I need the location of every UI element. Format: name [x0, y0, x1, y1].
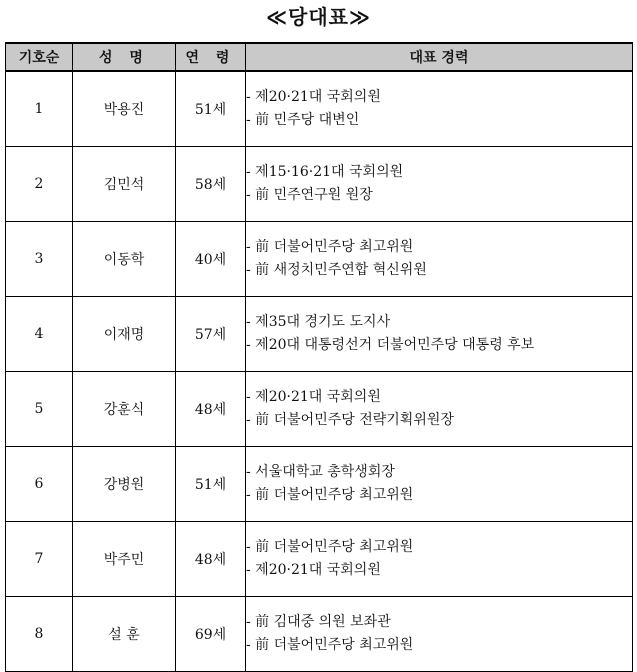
table-row — [6, 147, 633, 222]
table-row — [6, 522, 633, 597]
candidate-name: 설 훈 — [73, 597, 176, 672]
candidate-name: 이재명 — [73, 297, 176, 372]
candidate-career — [246, 597, 633, 672]
career-line: - 前 새정치민주연합 혁신위원 — [246, 262, 427, 278]
candidate-career — [246, 447, 633, 522]
candidate-number: 6 — [6, 447, 73, 522]
career-line: - 前 민주당 대변인 — [246, 112, 360, 128]
candidate-career — [246, 222, 633, 297]
candidate-name: 박주민 — [73, 522, 176, 597]
header-name: 성 명 — [73, 43, 176, 71]
table-row — [6, 222, 633, 297]
candidate-name: 강훈식 — [73, 372, 176, 447]
candidate-age: 40세 — [176, 222, 246, 297]
candidate-age: 57세 — [176, 297, 246, 372]
table-row — [6, 71, 633, 147]
candidate-name: 이동학 — [73, 222, 176, 297]
table-row — [6, 297, 633, 372]
career-line: - 제20대 대통령선거 더불어민주당 대통령 후보 — [246, 337, 535, 353]
candidate-age: 48세 — [176, 372, 246, 447]
header-number: 기호순 — [6, 43, 73, 71]
candidate-table — [5, 42, 633, 672]
candidate-age: 48세 — [176, 522, 246, 597]
candidate-career — [246, 522, 633, 597]
candidate-career — [246, 71, 633, 147]
career-line: - 前 민주연구원 원장 — [246, 187, 373, 203]
candidate-name: 김민석 — [73, 147, 176, 222]
candidate-career — [246, 297, 633, 372]
header-career: 대표 경력 — [246, 43, 633, 71]
career-line: - 제20·21대 국회의원 — [246, 89, 381, 105]
candidate-career — [246, 147, 633, 222]
candidate-name: 박용진 — [73, 71, 176, 147]
candidate-number: 5 — [6, 372, 73, 447]
table-row — [6, 597, 633, 672]
career-line: - 前 김대중 의원 보좌관 — [246, 614, 391, 630]
table-row — [6, 372, 633, 447]
candidate-career — [246, 372, 633, 447]
career-line: - 제15·16·21대 국회의원 — [246, 164, 404, 180]
candidate-number: 7 — [6, 522, 73, 597]
career-line: - 제20·21대 국회의원 — [246, 389, 381, 405]
page-title: ≪당대표≫ — [266, 5, 371, 29]
candidate-age: 58세 — [176, 147, 246, 222]
career-line: - 前 더불어민주당 최고위원 — [246, 637, 414, 653]
candidate-number: 8 — [6, 597, 73, 672]
candidate-number: 3 — [6, 222, 73, 297]
candidate-age: 69세 — [176, 597, 246, 672]
career-line: - 前 더불어민주당 전략기획위원장 — [246, 412, 454, 428]
candidate-age: 51세 — [176, 71, 246, 147]
table-row — [6, 447, 633, 522]
candidate-name: 강병원 — [73, 447, 176, 522]
career-line: - 제35대 경기도 도지사 — [246, 314, 391, 330]
header-age: 연 령 — [176, 43, 246, 71]
career-line: - 제20·21대 국회의원 — [246, 562, 381, 578]
career-line: - 前 더불어민주당 최고위원 — [246, 239, 414, 255]
career-line: - 前 더불어민주당 최고위원 — [246, 539, 414, 555]
career-line: - 前 더불어민주당 최고위원 — [246, 487, 414, 503]
career-line: - 서울대학교 총학생회장 — [246, 464, 395, 480]
candidate-number: 2 — [6, 147, 73, 222]
candidate-number: 1 — [6, 71, 73, 147]
candidate-age: 51세 — [176, 447, 246, 522]
table-header-row — [6, 43, 633, 71]
candidate-number: 4 — [6, 297, 73, 372]
